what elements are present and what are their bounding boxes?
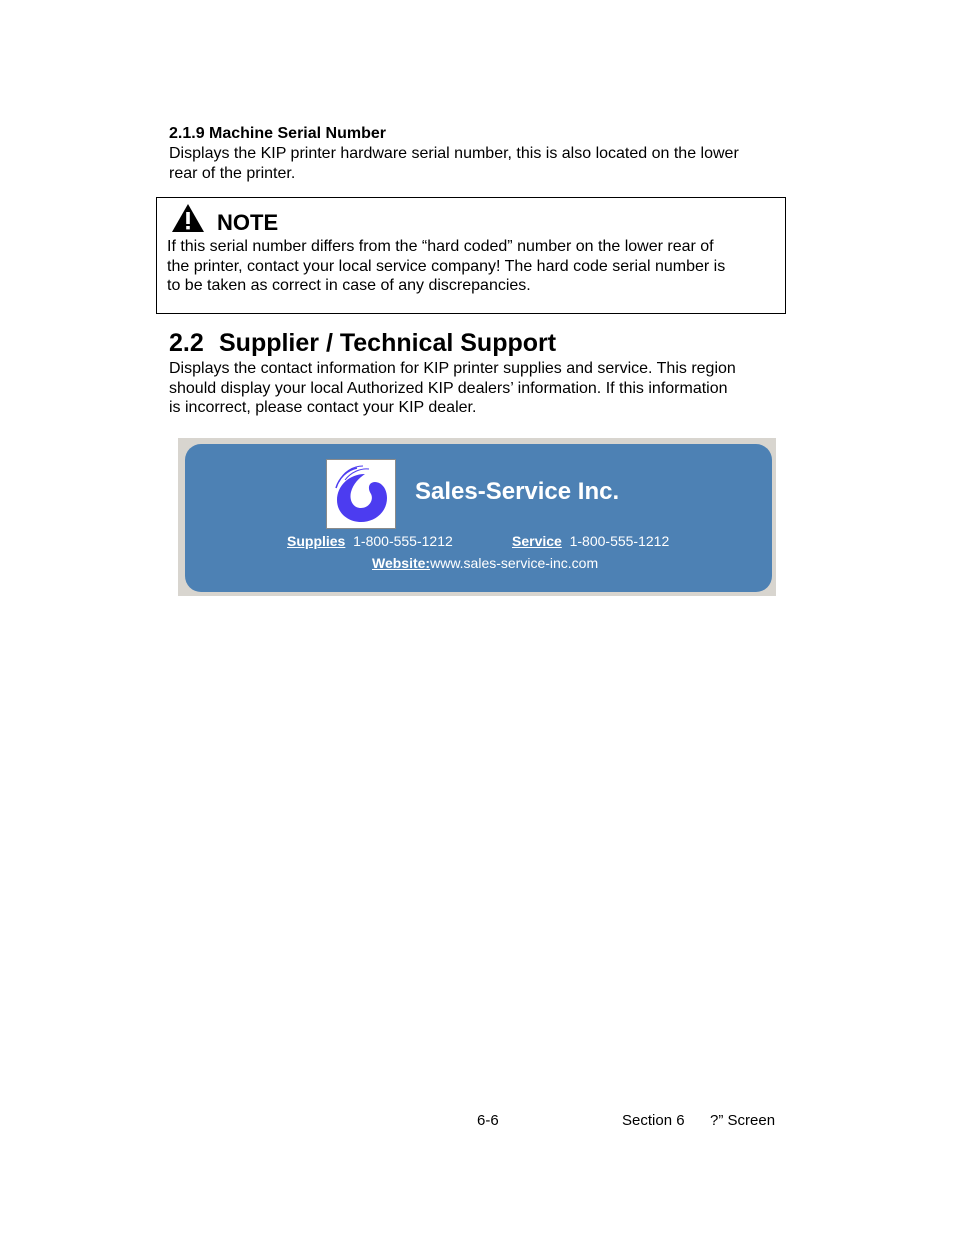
note-box [156,197,786,314]
website-url: www.sales-service-inc.com [430,555,599,571]
text-line: Displays the contact information for KIP printer supplies and service. This region [169,360,736,377]
warning-icon [171,203,205,233]
section-heading-supplier-support [169,328,556,358]
company-name: Sales-Service Inc. [415,478,620,505]
text-line: rear of the printer. [169,164,296,182]
subsection-heading-machine-serial: 2.1.9 Machine Serial Number [169,125,386,142]
supplies-contact [287,533,453,549]
text-line: is incorrect, please contact your KIP dealer. [169,399,477,416]
text-line: the printer, contact your local service company! The hard code serial number is [167,257,726,275]
company-swirl-logo-icon [327,460,395,528]
note-text [167,237,779,296]
text-line: If this serial number differs from the “hard coded” number on the lower rear of [167,238,714,255]
section-number: 2.2 [169,329,204,357]
website-label: Website: [372,555,431,571]
service-label: Service [512,533,562,549]
service-phone: 1-800-555-1212 [569,533,670,549]
text-line: should display your local Authorized KIP dealers’ information. If this information [169,379,728,397]
footer-section: Section 6 [622,1112,685,1129]
text-line: Displays the KIP printer hardware serial number, this is also located on the lower [169,145,739,162]
footer-screen-name: ?” Screen [710,1112,776,1129]
page-number: 6-6 [477,1112,499,1129]
website-contact [372,555,598,571]
section-title: Supplier / Technical Support [219,329,557,357]
note-title: NOTE [217,210,279,235]
machine-serial-description [169,144,794,183]
text-line: to be taken as correct in case of any discrepancies. [167,277,531,295]
supplier-support-description [169,359,794,418]
supplier-banner [185,444,772,592]
supplies-phone: 1-800-555-1212 [353,533,453,549]
supplies-label: Supplies [287,533,346,549]
service-contact [512,533,669,549]
supplier-banner-frame [178,438,776,596]
company-logo [326,459,396,529]
